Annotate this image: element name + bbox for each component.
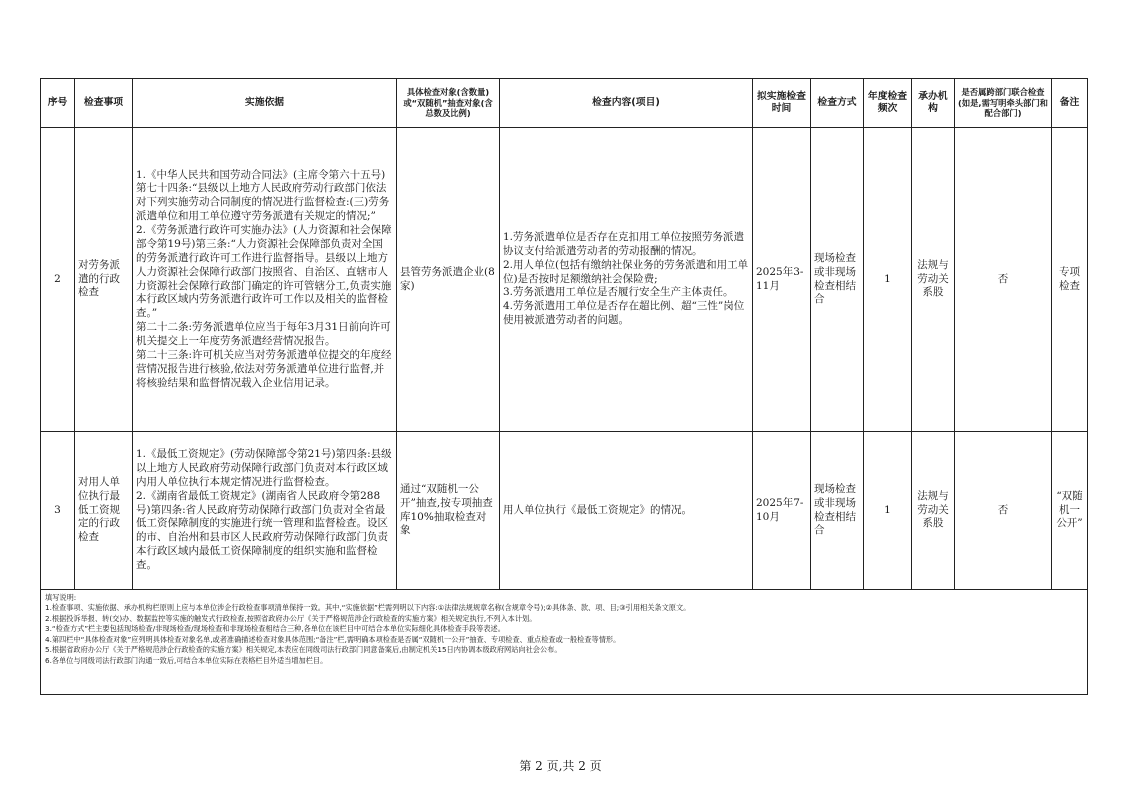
row-object: 通过“双随机一公开”抽查,按专项抽查库10%抽取检查对象 [397, 432, 500, 590]
row-object: 县管劳务派遣企业(8家) [397, 128, 500, 432]
table-row [41, 432, 1088, 590]
row-freq: 1 [864, 128, 912, 432]
row-freq: 1 [864, 432, 912, 590]
header-content: 检查内容(项目) [500, 79, 753, 128]
basis-paragraph: 2.《劳务派遣行政许可实施办法》(人力资源和社会保障部令第19号)第三条:“人力资源社会保障部负责对全国的劳务派遣行政许可工作进行监督指导。县级以上地方人力资源社会保障行政部门按照省、自治区、直辖市人力资源社会保障行政部门确定的许可管辖分工,负责实施本行政区域内劳务派遣行政许可工作以及相关的监督检查。” [136, 224, 392, 320]
header-object: 具体检查对象(含数量)或“双随机”抽查对象(含总数及比例) [397, 79, 500, 128]
row-time: 2025年7-10月 [753, 432, 811, 590]
row-joint: 否 [955, 128, 1052, 432]
row-basis [133, 128, 397, 432]
header-agency: 承办机构 [912, 79, 955, 128]
content-paragraph: 1.劳务派遣单位是否存在克扣用工单位按照劳务派遣协议支付给派遣劳动者的劳动报酬的情况。 [503, 230, 745, 257]
row-method: 现场检查或非现场检查相结合 [811, 432, 864, 590]
content-paragraph: 用人单位执行《最低工资规定》的情况。 [503, 503, 692, 516]
header-remark: 备注 [1052, 79, 1088, 128]
content-paragraph: 2.用人单位(包括有缴纳社保业务的劳务派遣和用工单位)是否按时足额缴纳社会保险费; [503, 258, 749, 285]
filling-notes [41, 590, 1088, 695]
row-remark: “双随机一公开” [1052, 432, 1088, 590]
header-time: 拟实施检查时间 [753, 79, 811, 128]
page-number: 第 2 页,共 2 页 [519, 759, 602, 773]
basis-paragraph: 1.《中华人民共和国劳动合同法》(主席令第六十五号)第七十四条:“县级以上地方人民政府劳动行政部门依法对下列实施劳动合同制度的情况进行监督检查:(三)劳务派遣单位和用工单位遵守劳务派遣有关规定的情况;” [136, 168, 390, 223]
notes-line: 2.根据投诉举报、转(交)办、数据监控等实施的触发式行政检查,按照省政府办公厅《关于严格规范涉企行政检查的实施方案》相关规定执行,不列入本计划。 [45, 613, 537, 623]
row-agency: 法规与劳动关系股 [912, 432, 955, 590]
row-item: 对用人单位执行最低工资规定的行政检查 [75, 432, 133, 590]
row-no: 2 [41, 128, 75, 432]
header-row [41, 79, 1088, 128]
row-basis [133, 432, 397, 590]
basis-paragraph: 1.《最低工资规定》(劳动保障部令第21号)第四条:县级以上地方人民政府劳动保障行政部门负责对本行政区域内用人单位执行本规定情况进行监督检查。 [136, 448, 392, 488]
notes-line: 4.第四栏中“具体检查对象”应列明具体检查对象名单,或者准确描述检查对象具体范围;“备注”栏,需明确本项检查是否属“双随机一公开”抽查、专项检查、重点检查或一般检查等情形。 [45, 634, 621, 644]
row-content [500, 432, 753, 590]
row-item: 对劳务派遣的行政检查 [75, 128, 133, 432]
header-no: 序号 [41, 79, 75, 128]
basis-paragraph: 第二十三条:许可机关应当对劳务派遣单位提交的年度经营情况报告进行核验,依法对劳务派遣单位进行监督,并将核验结果和监督情况载入企业信用记录。 [136, 348, 392, 389]
row-remark: 专项检查 [1052, 128, 1088, 432]
notes-line: 3.“检查方式”栏主要包括现场检查/非现场检查/现场检查和非现场检查相结合三种,各单位在该栏目中可结合本单位实际细化具体检查手段等表述。 [45, 624, 505, 634]
basis-paragraph: 第二十二条:劳务派遣单位应当于每年3月31日前向许可机关提交上一年度劳务派遣经营情况报告。 [136, 321, 391, 347]
row-agency: 法规与劳动关系股 [912, 128, 955, 432]
notes-title: 填写说明: [45, 593, 77, 602]
table-row [41, 128, 1088, 432]
notes-line: 1.检查事项、实施依据、承办机构栏原则上应与本单位涉企行政检查事项清单保持一致。其中,“实施依据”栏需列明以下内容:①法律法规规章名称(含规章令号);②具体条、款、项、目;③引用相关条文原文。 [45, 603, 691, 613]
header-item: 检查事项 [75, 79, 133, 128]
inspection-plan-table [40, 78, 1088, 695]
row-content [500, 128, 753, 432]
header-freq: 年度检查频次 [864, 79, 912, 128]
row-time: 2025年3-11月 [753, 128, 811, 432]
row-no: 3 [41, 432, 75, 590]
basis-paragraph: 2.《湖南省最低工资规定》(湖南省人民政府令第288号)第四条:省人民政府劳动保障行政部门负责对全省最低工资保障制度的实施进行统一管理和监督检查。设区的市、自治州和县市区人民政府劳动保障行政部门负责本行政区域内最低工资保障制度的组织实施和监督检查。 [136, 489, 388, 571]
content-paragraph: 4.劳务派遣用工单位是否存在超比例、超“三性”岗位使用被派遣劳动者的问题。 [503, 300, 745, 327]
header-method: 检查方式 [811, 79, 864, 128]
row-method: 现场检查或非现场检查相结合 [811, 128, 864, 432]
notes-row [41, 590, 1088, 695]
notes-line: 5.根据省政府办公厅《关于严格规范涉企行政检查的实施方案》相关规定,本表应在同级司法行政部门同意备案后,由制定机关15日内协调本级政府网站向社会公布。 [45, 645, 562, 655]
notes-line: 6.各单位与同级司法行政部门沟通一致后,可结合本单位实际在表格栏目外适当增加栏目。 [45, 655, 328, 665]
content-paragraph: 3.劳务派遣用工单位是否履行安全生产主体责任。 [503, 286, 734, 299]
header-basis: 实施依据 [133, 79, 397, 128]
header-joint: 是否属跨部门联合检查(如是,需写明牵头部门和配合部门) [955, 79, 1052, 128]
row-joint: 否 [955, 432, 1052, 590]
